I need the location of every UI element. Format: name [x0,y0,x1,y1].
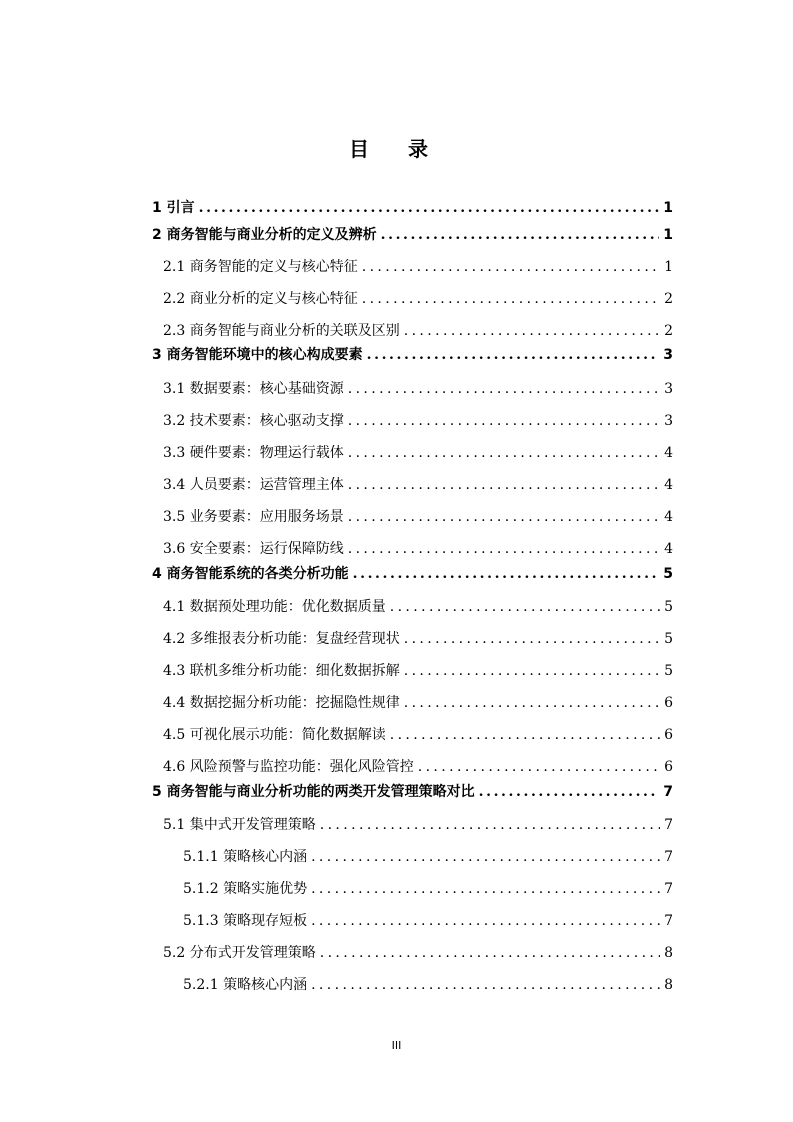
toc-entry[interactable] [163,660,673,682]
toc-dot-leader [348,538,660,560]
toc-entry-label: 2.3 商务智能与商业分析的关联及区别 [163,323,400,339]
toc-entry-label: 5 商务智能与商业分析功能的两类开发管理策略对比 [152,784,475,800]
toc-entry-page: 6 [664,727,673,743]
toc-entry-page: 4 [664,477,673,493]
toc-entry-label: 3.3 硬件要素：物理运行载体 [163,445,344,461]
toc-dot-leader [390,596,660,618]
toc-entry-label: 4 商务智能系统的各类分析功能 [152,566,349,582]
toc-entry[interactable] [152,344,673,366]
toc-entry-page: 3 [664,381,673,397]
toc-entry-label: 2.1 商务智能的定义与核心特征 [163,259,358,275]
toc-entry-page: 1 [663,227,673,243]
toc-dot-leader [353,563,660,585]
toc-dot-leader [381,224,660,246]
toc-entry-label: 3 商务智能环境中的核心构成要素 [152,347,363,363]
toc-entry-page: 2 [664,323,673,339]
toc-entry-label: 3.5 业务要素：应用服务场景 [163,509,344,525]
toc-entry-label: 5.1.1 策略核心内涵 [183,849,308,865]
toc-entry[interactable] [163,506,673,528]
toc-entry[interactable] [163,628,673,650]
toc-entry-label: 4.2 多维报表分析功能：复盘经营现状 [163,631,400,647]
toc-entry-label: 5.1 集中式开发管理策略 [163,817,316,833]
toc-dot-leader [404,692,660,714]
toc-dot-leader [199,197,660,219]
toc-entry-page: 7 [664,913,673,929]
toc-entry-page: 5 [664,631,673,647]
toc-entry-page: 7 [663,784,673,800]
toc-entry[interactable] [163,474,673,496]
toc-dot-leader [404,628,660,650]
toc-entry[interactable] [183,910,673,932]
toc-entry-label: 1 引言 [152,200,195,216]
toc-entry-page: 8 [664,977,673,993]
toc-dot-leader [367,344,660,366]
toc-entry[interactable] [183,878,673,900]
toc-dot-leader [311,910,660,932]
toc-entry-page: 4 [664,445,673,461]
toc-dot-leader [311,974,660,996]
toc-dot-leader [348,474,660,496]
toc-entry-label: 5.1.2 策略实施优势 [183,881,308,897]
toc-entry[interactable] [163,410,673,432]
toc-entry[interactable] [183,974,673,996]
toc-entry-page: 7 [664,881,673,897]
toc-entry[interactable] [163,288,673,310]
toc-entry-label: 4.5 可视化展示功能：简化数据解读 [163,727,386,743]
toc-entry-page: 5 [663,566,673,582]
toc-entry[interactable] [163,942,673,964]
toc-entry-label: 5.2.1 策略核心内涵 [183,977,308,993]
toc-dot-leader [362,288,660,310]
toc-entry-label: 2 商务智能与商业分析的定义及辨析 [152,227,377,243]
toc-entry[interactable] [163,442,673,464]
toc-entry-page: 8 [664,945,673,961]
toc-entry-label: 2.2 商业分析的定义与核心特征 [163,291,358,307]
toc-entry-page: 6 [664,759,673,775]
toc-dot-leader [320,814,660,836]
toc-dot-leader [348,378,660,400]
toc-entry-label: 4.3 联机多维分析功能：细化数据拆解 [163,663,400,679]
toc-dot-leader [320,942,660,964]
toc-dot-leader [390,724,660,746]
toc-dot-leader [348,410,660,432]
toc-entry[interactable] [163,692,673,714]
toc-entry-page: 4 [664,541,673,557]
toc-entry-page: 4 [664,509,673,525]
toc-dot-leader [311,878,660,900]
page-number: III [391,1039,402,1052]
toc-dot-leader [404,320,660,342]
toc-entry-page: 1 [663,200,673,216]
toc-entry-page: 7 [664,817,673,833]
toc-title: 目 录 [349,137,444,161]
toc-entry[interactable] [152,224,673,246]
toc-entry-label: 3.6 安全要素：运行保障防线 [163,541,344,557]
toc-dot-leader [362,256,660,278]
toc-entry-label: 4.6 风险预警与监控功能：强化风险管控 [163,759,414,775]
toc-entry-page: 1 [664,259,673,275]
toc-entry[interactable] [152,781,673,803]
toc-entry[interactable] [152,197,673,219]
toc-entry-page: 6 [664,695,673,711]
toc-entry[interactable] [163,814,673,836]
toc-entry[interactable] [163,596,673,618]
toc-entry-page: 3 [664,413,673,429]
toc-entry-page: 3 [663,347,673,363]
toc-entry-label: 5.1.3 策略现存短板 [183,913,308,929]
toc-entry[interactable] [163,320,673,342]
toc-entry-page: 7 [664,849,673,865]
toc-dot-leader [479,781,660,803]
toc-dot-leader [404,660,660,682]
toc-entry-label: 5.2 分布式开发管理策略 [163,945,316,961]
toc-dot-leader [348,506,660,528]
toc-entry-label: 4.4 数据挖掘分析功能：挖掘隐性规律 [163,695,400,711]
toc-entry-label: 3.4 人员要素：运营管理主体 [163,477,344,493]
toc-entry-label: 3.2 技术要素：核心驱动支撑 [163,413,344,429]
toc-entry-page: 5 [664,599,673,615]
toc-dot-leader [311,846,660,868]
toc-dot-leader [418,756,660,778]
toc-entry-page: 5 [664,663,673,679]
toc-dot-leader [348,442,660,464]
toc-entry-page: 2 [664,291,673,307]
toc-entry[interactable] [163,538,673,560]
toc-entry-label: 3.1 数据要素：核心基础资源 [163,381,344,397]
toc-entry-label: 4.1 数据预处理功能：优化数据质量 [163,599,386,615]
toc-entry[interactable] [163,724,673,746]
toc-entry[interactable] [163,256,673,278]
toc-entry[interactable] [163,378,673,400]
toc-entry[interactable] [163,756,673,778]
toc-entry[interactable] [152,563,673,585]
toc-entry[interactable] [183,846,673,868]
